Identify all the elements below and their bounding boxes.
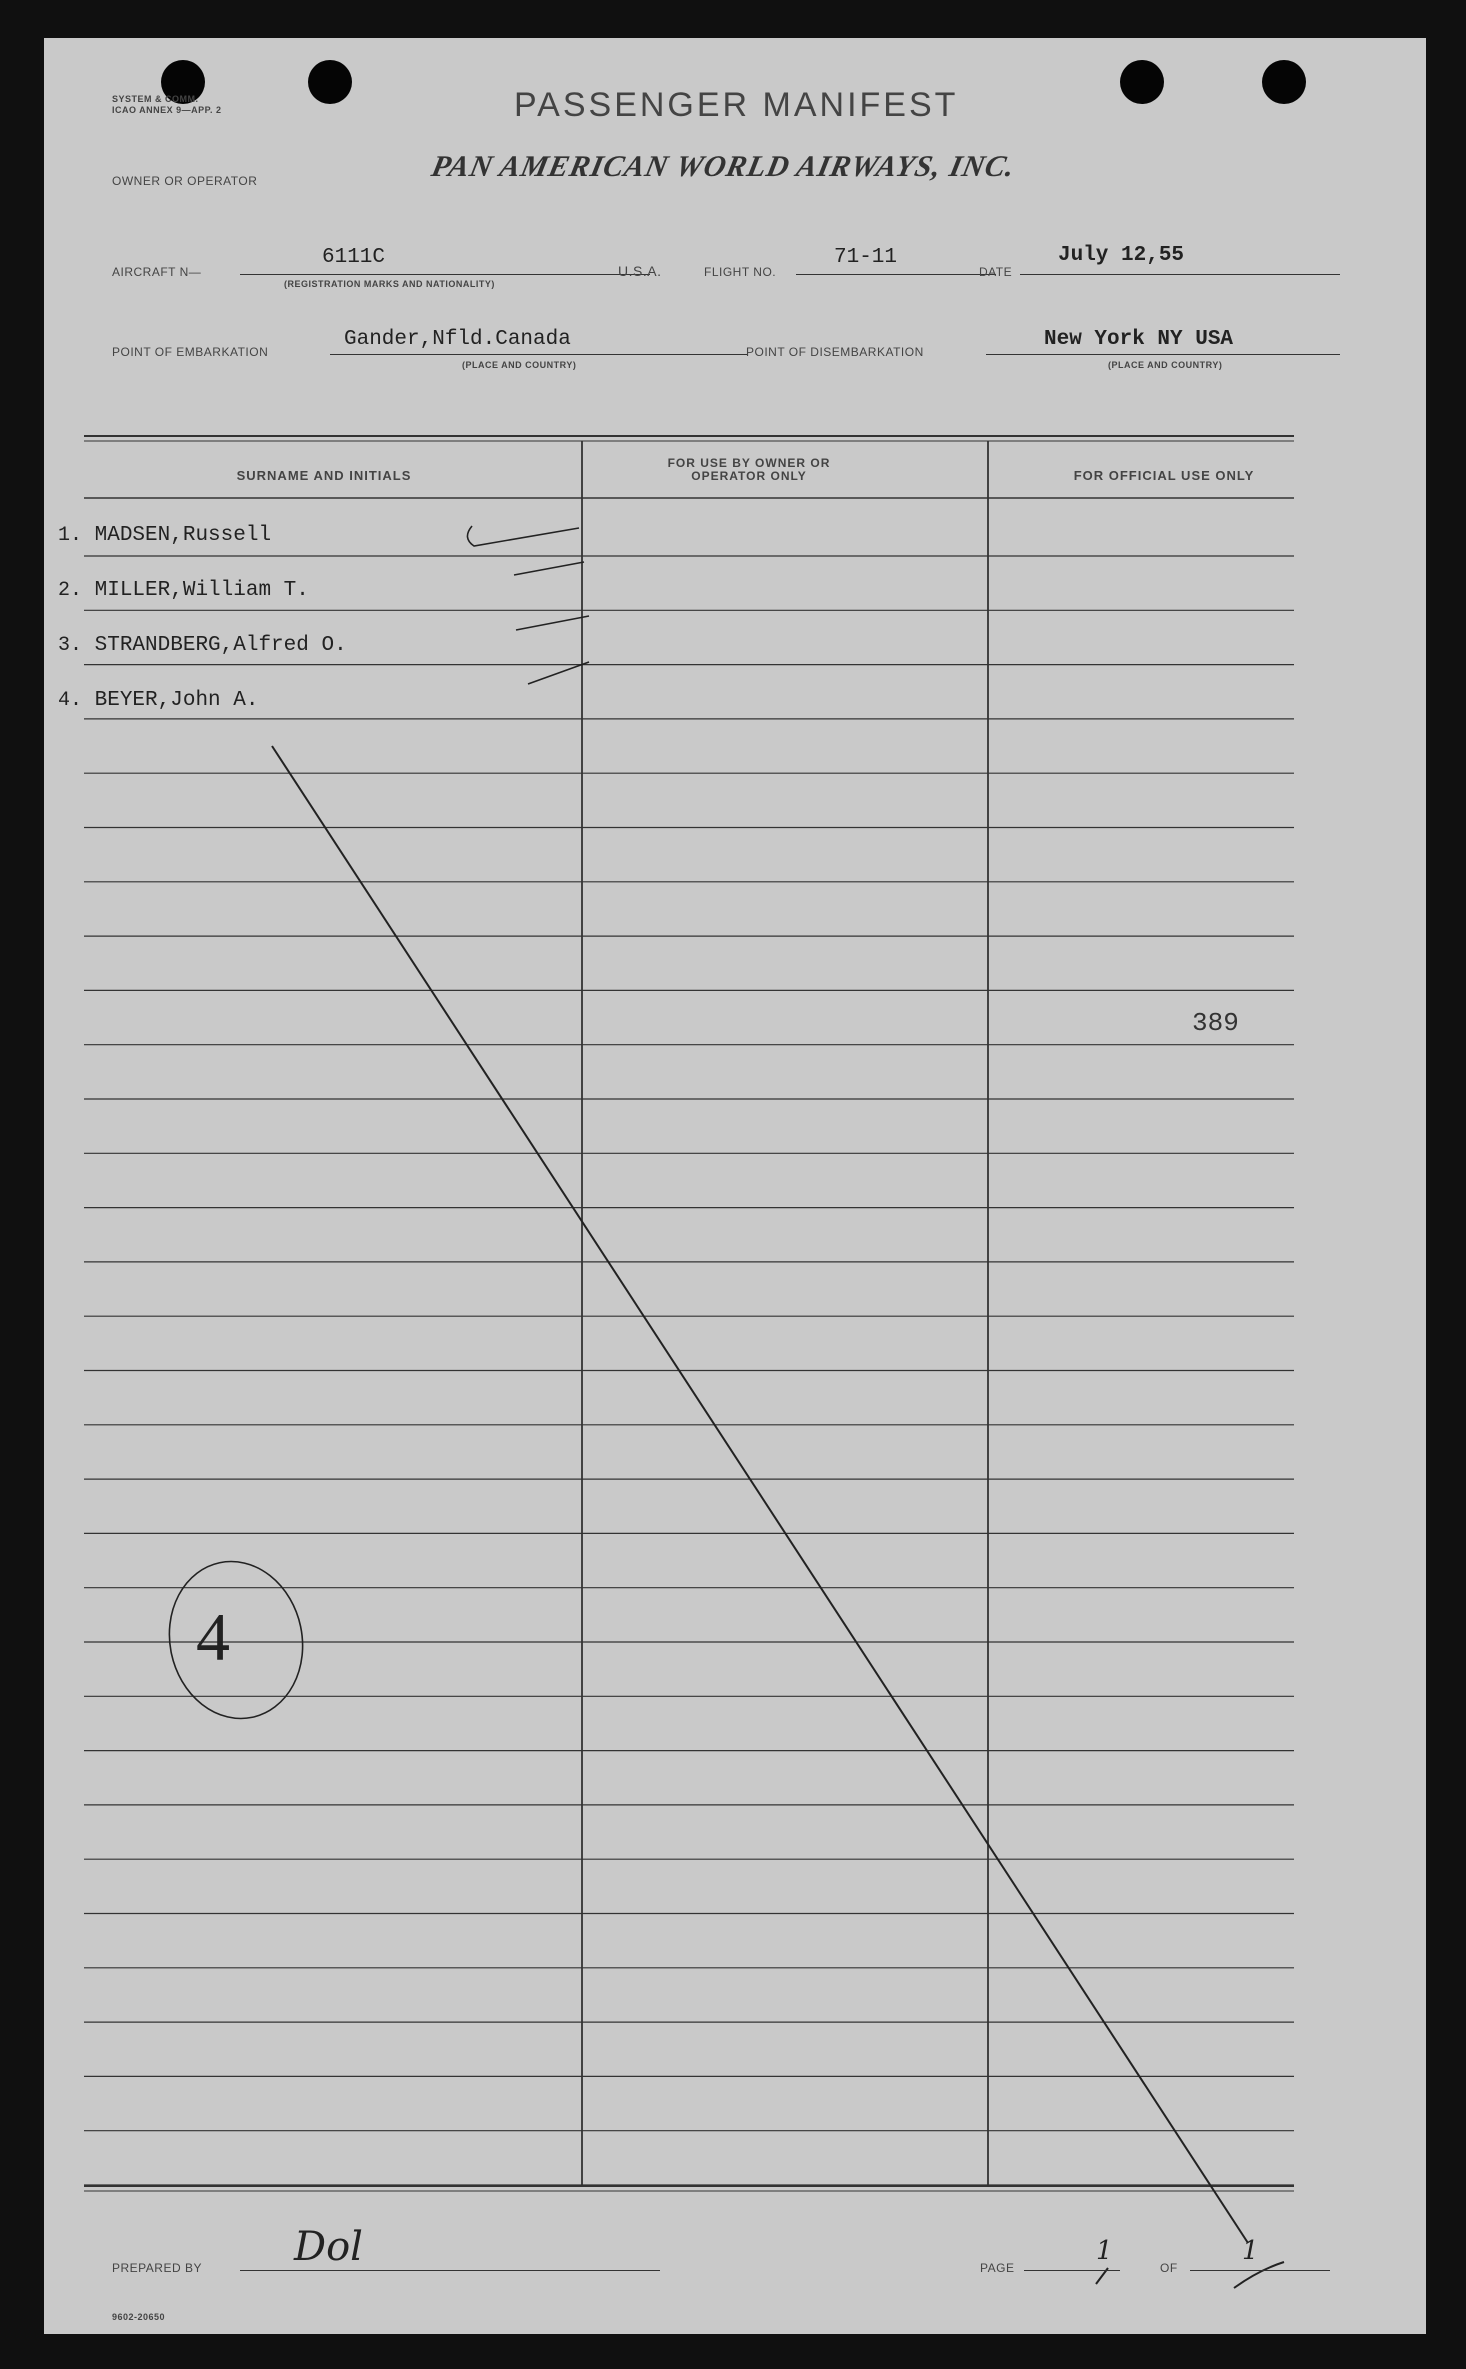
manifest-sheet	[44, 38, 1426, 2334]
passenger-name: BEYER,John A.	[94, 689, 259, 712]
airline-brand: PAN AMERICAN WORLD AIRWAYS, INC.	[428, 150, 1019, 183]
passenger-name: MADSEN,Russell	[94, 524, 272, 547]
embarkation-caption: (PLACE AND COUNTRY)	[462, 360, 577, 370]
check-mark-icon	[516, 616, 589, 630]
page-value: 1	[1096, 2236, 1113, 2266]
embarkation-label: POINT OF EMBARKATION	[112, 345, 269, 359]
table-grid	[44, 38, 1426, 2334]
passenger-row-2: 2. MILLER,William T.	[58, 579, 309, 602]
prepared-by-signature: Dol	[294, 2224, 363, 2270]
check-mark-icon	[528, 662, 589, 684]
column-header-official: FOR OFFICIAL USE ONLY	[1073, 468, 1255, 483]
aircraft-label: AIRCRAFT N—	[112, 265, 202, 279]
passenger-name: STRANDBERG,Alfred O.	[94, 634, 347, 657]
aircraft-caption: (REGISTRATION MARKS AND NATIONALITY)	[284, 279, 495, 289]
check-marks	[467, 526, 589, 684]
passenger-row-3: 3. STRANDBERG,Alfred O.	[58, 634, 347, 657]
passenger-row-1: 1. MADSEN,Russell	[58, 524, 272, 547]
of-value: 1	[1242, 2236, 1259, 2266]
embarkation-value: Gander,Nfld.Canada	[344, 328, 571, 351]
form-reference-line: SYSTEM & COMM.	[112, 94, 199, 104]
check-mark-icon	[467, 526, 579, 546]
flight-value: 71-11	[834, 246, 898, 269]
official-note-number: 389	[1192, 1008, 1239, 1038]
date-value: July 12,55	[1058, 244, 1185, 267]
void-diagonal-line	[272, 746, 1248, 2243]
of-label: OF	[1160, 2261, 1178, 2275]
page-label: PAGE	[980, 2261, 1015, 2275]
page-title: PASSENGER MANIFEST	[514, 86, 959, 124]
form-reference-line: ICAO ANNEX 9—APP. 2	[112, 105, 222, 115]
column-header-surname: SURNAME AND INITIALS	[236, 468, 412, 483]
date-label: DATE	[979, 265, 1013, 279]
aircraft-country: U.S.A.	[618, 263, 662, 279]
aircraft-value: 6111C	[322, 246, 386, 269]
form-number: 9602-20650	[112, 2312, 166, 2322]
disembarkation-label: POINT OF DISEMBARKATION	[746, 345, 924, 359]
flight-label: FLIGHT NO.	[704, 265, 777, 279]
disembarkation-caption: (PLACE AND COUNTRY)	[1108, 360, 1223, 370]
owner-label: OWNER OR OPERATOR	[112, 174, 258, 188]
disembarkation-value: New York NY USA	[1044, 328, 1234, 351]
column-header-owner: FOR USE BY OWNER OR OPERATOR ONLY	[667, 456, 831, 483]
check-mark-icon	[514, 562, 584, 575]
passenger-name: MILLER,William T.	[94, 579, 309, 602]
circled-count-mark	[155, 1549, 317, 1731]
prepared-by-label: PREPARED BY	[112, 2261, 202, 2275]
passenger-row-4: 4. BEYER,John A.	[58, 689, 259, 712]
circled-count-number: 4	[196, 1599, 230, 1675]
